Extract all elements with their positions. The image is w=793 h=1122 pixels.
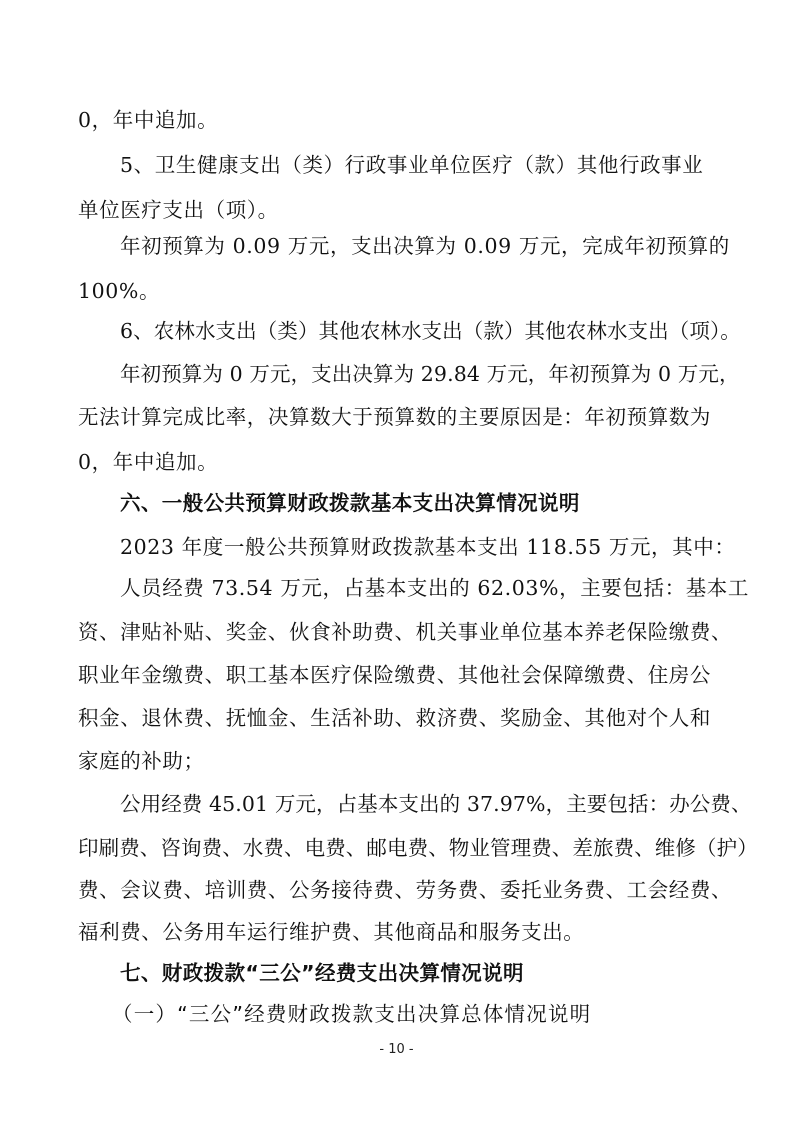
text-line: 人员经费 73.54 万元，占基本支出的 62.03%，主要包括：基本工 bbox=[120, 576, 750, 600]
text-line: 2023 年度一般公共预算财政拨款基本支出 118.55 万元，其中： bbox=[120, 535, 736, 559]
section-heading-7: 七、财政拨款“三公”经费支出决算情况说明 bbox=[120, 961, 524, 985]
text-line: 100%。 bbox=[78, 279, 161, 303]
section-heading-6: 六、一般公共预算财政拨款基本支出决算情况说明 bbox=[120, 491, 580, 515]
text-line: 家庭的补助； bbox=[78, 749, 205, 773]
text-line: 资、津贴补贴、奖金、伙食补助费、机关事业单位基本养老保险缴费、 bbox=[78, 620, 733, 644]
text-line: 无法计算完成比率，决算数大于预算数的主要原因是：年初预算数为 bbox=[78, 405, 711, 429]
text-line: 单位医疗支出（项）。 bbox=[78, 198, 279, 222]
text-line: 年初预算为 0 万元，支出决算为 29.84 万元，年初预算为 0 万元， bbox=[120, 362, 740, 386]
text-line: 0，年中追加。 bbox=[78, 450, 219, 474]
subsection-heading: （一）“三公”经费财政拨款支出决算总体情况说明 bbox=[112, 1002, 592, 1026]
text-line: 积金、退休费、抚恤金、生活补助、救济费、奖励金、其他对个人和 bbox=[78, 706, 711, 730]
text-line: 福利费、公务用车运行维护费、其他商品和服务支出。 bbox=[78, 920, 585, 944]
text-line: 印刷费、咨询费、水费、电费、邮电费、物业管理费、差旅费、维修（护） bbox=[78, 836, 758, 860]
text-line: 5、卫生健康支出（类）行政事业单位医疗（款）其他行政事业 bbox=[120, 153, 704, 177]
text-line: 年初预算为 0.09 万元，支出决算为 0.09 万元，完成年初预算的 bbox=[120, 234, 730, 258]
text-line: 6、农林水支出（类）其他农林水支出（款）其他农林水支出（项）。 bbox=[120, 319, 741, 343]
text-line: 职业年金缴费、职工基本医疗保险缴费、其他社会保障缴费、住房公 bbox=[78, 663, 711, 687]
text-line: 0，年中追加。 bbox=[78, 108, 219, 132]
page-number: - 10 - bbox=[379, 1042, 414, 1057]
text-line: 费、会议费、培训费、公务接待费、劳务费、委托业务费、工会经费、 bbox=[78, 878, 733, 902]
text-line: 公用经费 45.01 万元，占基本支出的 37.97%，主要包括：办公费、 bbox=[120, 792, 752, 816]
